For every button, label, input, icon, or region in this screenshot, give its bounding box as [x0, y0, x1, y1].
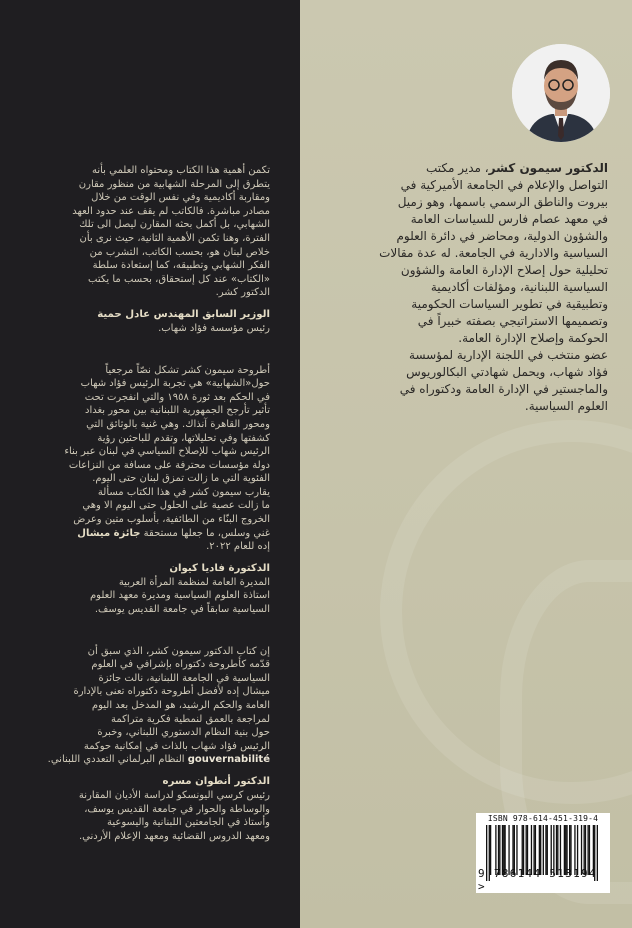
text-line: كشفتها وفي تحليلاتها، وتقدم للباحثين رؤية [97, 432, 270, 444]
review-kiwan [30, 364, 270, 617]
text-line: ومعهد الدروس القضائية ومعهد الإعلام الأردني. [78, 830, 270, 842]
review-line [30, 432, 270, 446]
bio-line [306, 330, 608, 347]
text-line: وتصميمها الاستراتيجي بصفته خبيراً في [417, 314, 608, 328]
review-messarra [30, 645, 270, 844]
text-line: تحليلية حول إصلاح الإدارة العامة والشؤون [400, 263, 608, 277]
text-line: التواصل والإعلام في الجامعة الأميركية في [400, 178, 608, 192]
text-line: لمراجعة بالعمق لنمطية فكرية متراكمة [111, 713, 270, 725]
text-line: الرئيس فؤاد شهاب بالذات في إمكانية حوكمة [83, 740, 270, 752]
barcode-number: 9 786144 513194 > [478, 867, 597, 893]
text-line: والوساطة والحوار في جامعة القديس يوسف، [84, 803, 270, 815]
text-line: النظام البرلماني التعددي اللبناني. [47, 754, 185, 766]
review-line [30, 658, 270, 672]
text-line: غني وسلس، ما جعلها مستحقة [143, 527, 270, 539]
reviewer-title [30, 789, 270, 803]
bio-line [306, 211, 608, 228]
review-line [30, 259, 270, 273]
text-line: بيروت والناطق الرسمي باسمها، وهو زميل [397, 195, 608, 209]
bio-line [306, 296, 608, 313]
review-line [30, 513, 270, 527]
text-line: ومحور القاهرة آنذاك. وهي غنية بالوثائق التي [86, 418, 270, 430]
review-line [30, 540, 270, 554]
bio-line [306, 160, 608, 177]
bio-line [306, 245, 608, 262]
review-line [30, 753, 270, 767]
text-line: ، مدير مكتب [425, 161, 489, 175]
isbn-barcode [476, 813, 610, 893]
author-name: الدكتور سيمون كشر [488, 161, 608, 175]
review-line [30, 205, 270, 219]
text-line: الفئوية التي ما زالت تمزق لبنان حتى اليوم. [92, 473, 270, 485]
reviewer-name: الدكتورة فاديا كيوان [169, 562, 270, 574]
text-line: الفكر الشهابي وتطبيقه، كما إستعادة سلطة [92, 260, 270, 272]
text-line: رئيس مؤسسة فؤاد شهاب. [158, 322, 270, 334]
text-line: السياسية سابقاً في جامعة القديس يوسف. [94, 604, 270, 616]
award-name: جائزة ميشال [77, 527, 141, 539]
text-line: فؤاد شهاب، ويحمل شهادتي البكالوريوس [406, 365, 608, 379]
review-line [30, 391, 270, 405]
bio-line [306, 279, 608, 296]
review-line [30, 459, 270, 473]
review-line [30, 218, 270, 232]
bio-line [306, 262, 608, 279]
text-line: حول«الشهابية» هي تجربة الرئيس فؤاد شهاب [80, 378, 270, 390]
text-line: تكمن أهمية هذا الكتاب ومحتواه العلمي بأنه [91, 165, 270, 176]
review-line [30, 699, 270, 713]
text-line: وأستاذ في الجامعتين اللبنانية واليسوعية [107, 817, 270, 829]
author-bio [306, 160, 608, 415]
review-line [30, 164, 270, 178]
isbn-label: ISBN 978-614-451-319-4 [487, 814, 599, 823]
text-line: يقارب سيمون كشر في هذا الكتاب مسألة [97, 486, 270, 498]
text-line: السياسية في الجامعة اللبنانية، نالت جائزة [98, 672, 270, 684]
review-line [30, 472, 270, 486]
text-line: مصادر مباشرة. فالكاتب لم يقف عند حدود العهد [72, 205, 270, 217]
text-line: قدّمه كأطروحة دكتوراه بإشرافي في العلوم [91, 659, 270, 671]
review-line [30, 404, 270, 418]
text-line: الرئيس شهاب للإصلاح السياسي في لبنان عبر بناء [64, 446, 270, 458]
review-line [30, 740, 270, 754]
review-line [30, 445, 270, 459]
text-line: والشؤون الدولية، ومحاضر في دائرة العلوم [396, 229, 608, 243]
review-line [30, 713, 270, 727]
bio-line [306, 313, 608, 330]
review-line [30, 286, 270, 300]
text-line: رئيس كرسي اليونسكو لدراسة الأديان المقارنة [78, 789, 270, 801]
review-line [30, 246, 270, 260]
reviewer-title [30, 322, 270, 336]
text-line: أطروحة سيمون كشر تشكل نصّاً مرجعياً [105, 364, 270, 376]
text-line: «الكتاب» عند كل إستحقاق، بحسب ما يكتب [88, 273, 270, 285]
reviewer-title [30, 816, 270, 830]
text-line: حول بنية النظام الدستوري اللبناني، وخبرة [97, 727, 270, 739]
text-line: في معهد عصام فارس للسياسات العامة [410, 212, 608, 226]
text-line: استاذة العلوم السياسية ومديرة معهد العلوم [89, 590, 270, 602]
reviewer-title [30, 830, 270, 844]
text-line: الشهابي، بل أكمل بحثه المقارن ليصل الى تلك [79, 219, 270, 231]
text-line: إن كتاب الدكتور سيمون كشر، الذي سبق أن [87, 645, 270, 657]
text-line: ميشال إده لأفضل أطروحة دكتوراه تعنى بالإدارة [73, 686, 270, 698]
review-line [30, 527, 270, 541]
text-line: عضو منتخب في اللجنة الإدارية لمؤسسة [409, 348, 608, 362]
text-line: الحوكمة وإصلاح الإدارة العامة. [458, 331, 608, 345]
reviewer-name: الوزير السابق المهندس عادل حمية [97, 308, 270, 320]
review-line [30, 499, 270, 513]
review-line [30, 364, 270, 378]
text-line: يتطرق إلى المرحلة الشهابية من منظور مقارن [78, 178, 270, 190]
review-line [30, 685, 270, 699]
review-hamieh [30, 164, 270, 336]
review-line [30, 726, 270, 740]
review-line [30, 273, 270, 287]
bio-line [306, 228, 608, 245]
text-line: دولة مؤسسات محترفة على مسافة من النزاعات [68, 459, 270, 471]
reviewer-title [30, 603, 270, 617]
review-line [30, 672, 270, 686]
reviewer-title [30, 576, 270, 590]
bio-line [306, 398, 608, 415]
review-line [30, 645, 270, 659]
review-line [30, 191, 270, 205]
text-line: العلوم السياسية. [524, 399, 608, 413]
text-line: ما زالت عصية على الحلول حتى اليوم الا وهي [82, 500, 270, 512]
bio-line [306, 347, 608, 364]
french-term: gouvernabilité [187, 754, 270, 766]
text-line: المديرة العامة لمنظمة المرأة العربية [118, 576, 270, 588]
reviewer-name: الدكتور أنطوان مسره [162, 775, 270, 787]
text-line: الفترة، وهنا تكمن الأهمية الثانية، حيث نرى بأن [79, 232, 270, 244]
bio-line [306, 381, 608, 398]
text-line: إده للعام ٢٠٢٢. [206, 541, 270, 553]
review-line [30, 178, 270, 192]
review-line [30, 418, 270, 432]
reviewer-title [30, 589, 270, 603]
review-line [30, 377, 270, 391]
reviewer-title [30, 803, 270, 817]
light-panel [300, 0, 632, 928]
author-photo [512, 44, 610, 142]
review-line [30, 232, 270, 246]
text-line: تأثير تأرجح الجمهورية اللبنانية بين محور بغداد [84, 405, 270, 417]
bio-line [306, 364, 608, 381]
review-line [30, 486, 270, 500]
reviews-column [30, 164, 270, 843]
text-line: في الحكم بعد ثورة ١٩٥٨ والتي انفجرت تحت [84, 391, 270, 403]
text-line: والماجستير في الإدارة العامة ودكتوراه في [399, 382, 608, 396]
text-line: الخروج البنّاء من الطائفية، بأسلوب متين وعرض [73, 514, 270, 526]
text-line: وتطبيقية في تطوير السياسات الحكومية [411, 297, 608, 311]
bio-line [306, 194, 608, 211]
text-line: ومقاربة أكاديمية وفي نفس الوقت من خلال [91, 192, 270, 204]
text-line: خلاص لبنان هو، بحسب الكاتب، التشرب من [89, 246, 270, 258]
text-line: العامة والحكم الرشيد، هو المدخل بعد اليوم [91, 700, 270, 711]
text-line: السياسية اللبنانية، ومؤلفات أكاديمية [430, 280, 608, 294]
text-line: السياسية والادارية في الجامعة. له عدة مقالات [379, 246, 608, 260]
text-line: الدكتور كشر. [215, 287, 270, 299]
bio-line [306, 177, 608, 194]
